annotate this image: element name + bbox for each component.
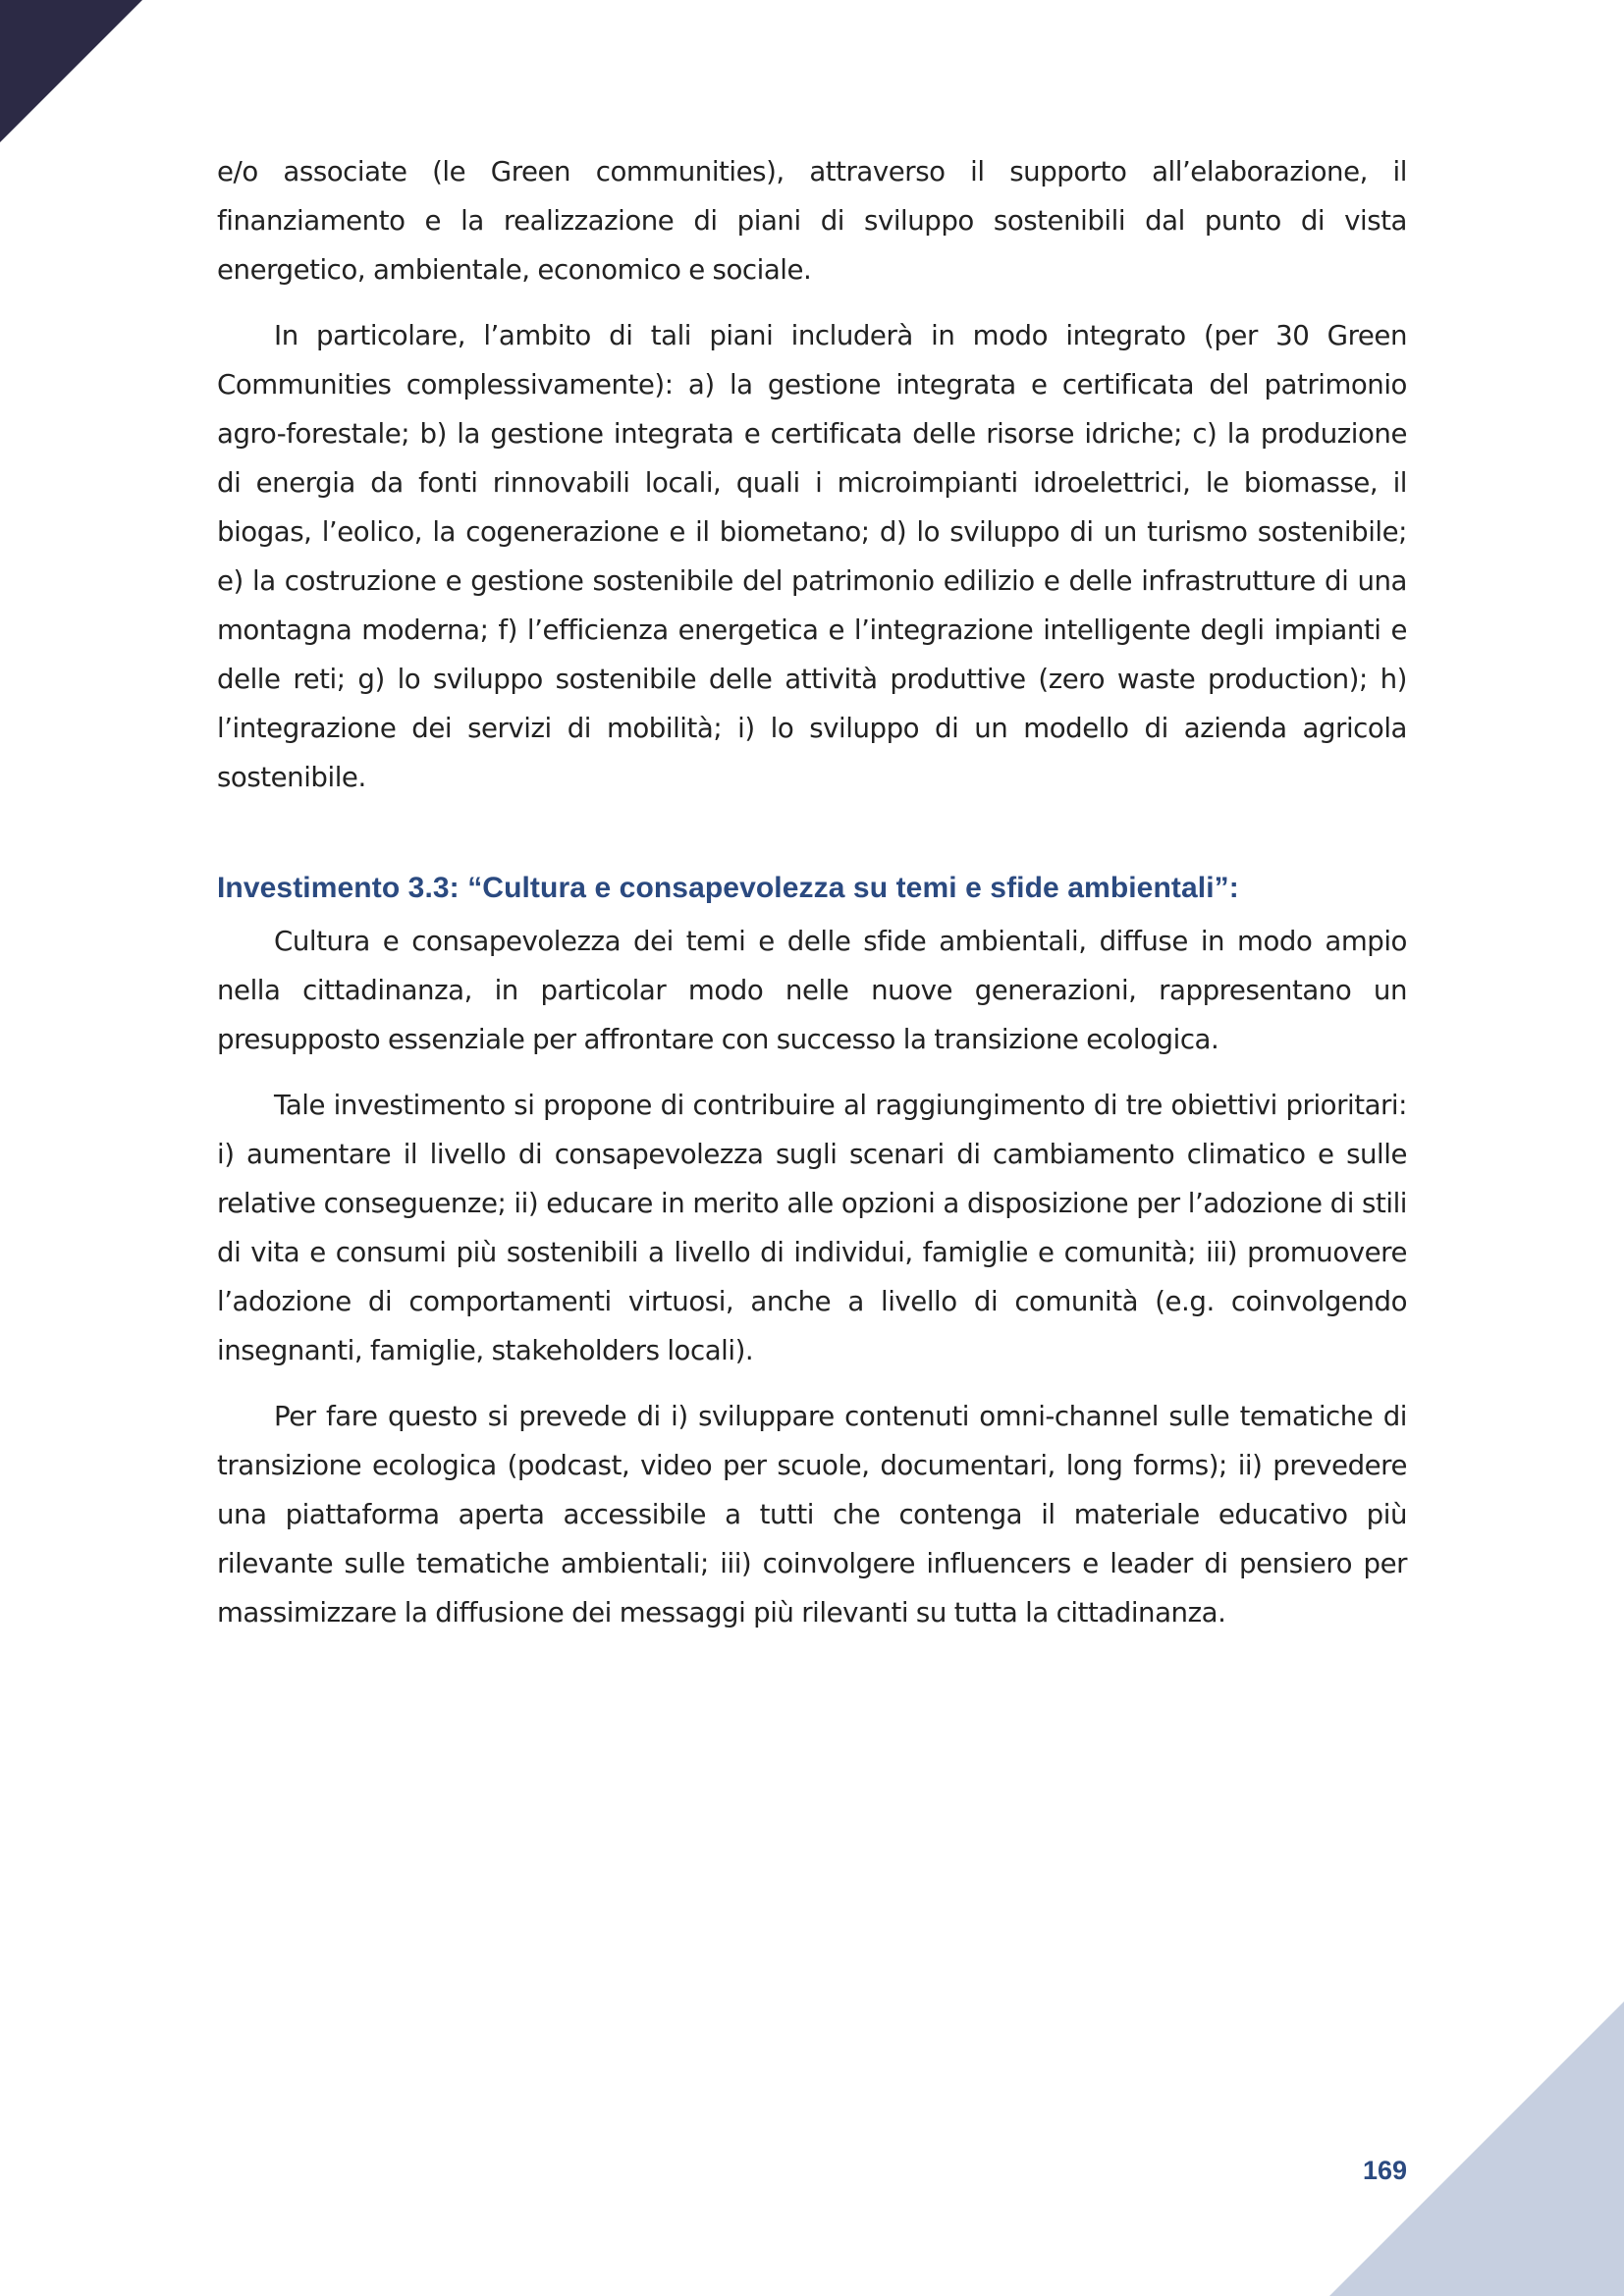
paragraph-green-communities-scope: In particolare, l’ambito di tali piani includerà in modo integrato (per 30 Green Communities complessivamente): a) la gestione integrata e certificata del patrimonio agro-forestale; b) la gestione integrata e certificata delle risorse idriche; c) la produzione di energia da fonti rinnovabili locali, quali i microimpianti idroelettrici, le biomasse, il biogas, l’eolico, la cogenerazione e il biometano; d) lo sviluppo di un turismo sostenibile; e) la costruzione e gestione sostenibile del patrimonio edilizio e delle infrastrutture di una montagna moderna; f) l’efficienza energetica e l’integrazione intelligente degli impianti e delle reti; g) lo sviluppo sostenibile delle attività produttive (zero waste production); h) l’integrazione dei servizi di mobilità; i) lo sviluppo di un modello di azienda agricola sostenibile. (217, 319, 1407, 793)
paragraph-culture-awareness: Cultura e consapevolezza dei temi e delle sfide ambientali, diffuse in modo ampio nella cittadinanza, in particolar modo nelle nuove generazioni, rappresentano un presupposto essenziale per affrontare con successo la transizione ecologica. (217, 925, 1407, 1055)
corner-decoration-bottom-right (1329, 2002, 1624, 2296)
paragraph-continuation: e/o associate (le Green communities), attraverso il supporto all’elaborazione, il finanziamento e la realizzazione di piani di sviluppo sostenibili dal punto di vista energetico, ambientale, economico e sociale. (217, 155, 1407, 286)
section-heading: Investimento 3.3: “Cultura e consapevolezza su temi e sfide ambientali”: (217, 872, 1239, 904)
body-text (217, 147, 1407, 1654)
paragraph-implementation: Per fare questo si prevede di i) sviluppare contenuti omni-channel sulle tematiche di transizione ecologica (podcast, video per scuole, documentari, long forms); ii) prevedere una piattaforma aperta accessibile a tutti che contenga il materiale educativo più rilevante sulle tematiche ambientali; iii) coinvolgere influencers e leader di pensiero per massimizzare la diffusione dei messaggi più rilevanti su tutta la cittadinanza. (217, 1400, 1407, 1629)
page-number: 169 (1362, 2156, 1407, 2185)
corner-decoration-top-left (0, 0, 142, 142)
paragraph-investment-objectives: Tale investimento si propone di contribuire al raggiungimento di tre obiettivi prioritari: i) aumentare il livello di consapevolezza sugli scenari di cambiamento climatico e sulle relative conseguenze; ii) educare in merito alle opzioni a disposizione per l’adozione di stili di vita e consumi più sostenibili a livello di individui, famiglie e comunità; iii) promuovere l’adozione di comportamenti virtuosi, anche a livello di comunità (e.g. coinvolgendo insegnanti, famiglie, stakeholders locali). (217, 1089, 1407, 1366)
